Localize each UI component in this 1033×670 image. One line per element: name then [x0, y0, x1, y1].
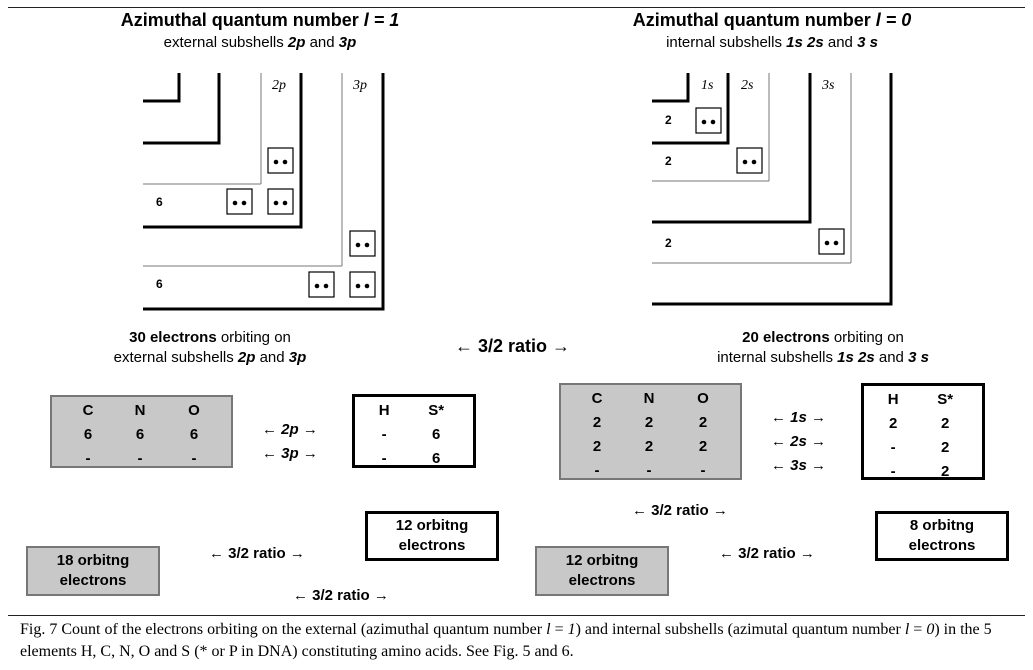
left-grey-table-box: [50, 395, 233, 468]
table-header: N: [643, 389, 655, 407]
right-subtitle: internal subshells 1s 2s and 3 s: [666, 34, 878, 51]
table-cell: 2: [644, 413, 654, 431]
figure-caption: Fig. 7 Count of the electrons orbiting on the external (azimuthal quantum number l = 1) and internal subshells (azimutal quantum number l = 0) in the 5 elements H, C, N, O and S (* or P in DNA) constituting amino acids. See Fig. 5 and 6.: [20, 621, 992, 660]
shell-label-1s: 1s: [701, 78, 714, 93]
shell-2s-boundary: [652, 73, 810, 222]
table-cell: -: [594, 461, 600, 479]
table-cell: 2: [698, 413, 708, 431]
ratio-left-lower: ← 3/2 ratio →: [293, 587, 389, 604]
table-cell: -: [700, 461, 706, 479]
left-white-table: [363, 398, 467, 470]
right-white-table: [872, 387, 976, 483]
left-white-table-box: [352, 394, 476, 468]
ratio-right-upper: ← 3/2 ratio →: [632, 502, 728, 519]
shell-label-3p: 3p: [353, 78, 367, 93]
orbital-box: [737, 148, 762, 173]
left-electron-summary: 30 electrons orbiting on external subshells 2p and 3p: [113, 329, 307, 366]
shell-label-3s: 3s: [822, 78, 835, 93]
left-shell-diagram: [0, 0, 1033, 330]
table-header: C: [591, 389, 603, 407]
table-cell: -: [646, 461, 652, 479]
orbital-box: [696, 108, 721, 133]
center-ratio: ← 3/2 ratio →: [455, 336, 571, 356]
row-count: 6: [156, 195, 163, 209]
shell-1s-boundary: [652, 73, 688, 101]
right-electron-summary: 20 electrons orbiting on internal subshells 1s 2s and 3 s: [717, 329, 929, 366]
table-cell: 6: [83, 425, 93, 443]
arrow-2s: ← 2s →: [771, 433, 827, 450]
table-header: O: [188, 401, 200, 419]
orbiting-electrons-8: 8 orbitng electrons: [875, 511, 1009, 561]
left-title: Azimuthal quantum number l = 1: [120, 10, 400, 30]
table-cell: -: [85, 449, 91, 467]
arrow-2p: ← 2p →: [262, 421, 318, 438]
table-header: S*: [428, 401, 445, 419]
orbiting-electrons-12-left: 12 orbitng electrons: [365, 511, 499, 561]
right-grey-table: [571, 386, 731, 482]
arrow-3s: ← 3s →: [771, 457, 827, 474]
table-cell: 2: [940, 462, 950, 480]
table-cell: 6: [431, 425, 441, 443]
table-cell: 2: [888, 414, 898, 432]
table-cell: -: [191, 449, 197, 467]
orbital-box: [227, 189, 252, 214]
orbital-box: [268, 148, 293, 173]
inner-shell-1: [143, 73, 179, 101]
row-count: 2: [665, 113, 672, 127]
shell-3p-boundary: [143, 73, 383, 309]
ratio-right-middle: ← 3/2 ratio →: [719, 545, 815, 562]
orbital-box: [819, 229, 844, 254]
table-cell: 6: [189, 425, 199, 443]
orbital-box: [350, 231, 375, 256]
orbiting-electrons-12-right: 12 orbitng electrons: [535, 546, 669, 596]
table-cell: -: [381, 425, 387, 443]
table-cell: -: [381, 449, 387, 467]
left-grey-table: [62, 398, 222, 470]
table-cell: 2: [592, 413, 602, 431]
table-cell: 6: [431, 449, 441, 467]
row-count: 2: [665, 154, 672, 168]
arrow-1s: ← 1s →: [771, 409, 827, 426]
table-cell: 6: [135, 425, 145, 443]
inner-shell-2: [143, 73, 219, 143]
shell-3s-boundary: [652, 73, 891, 304]
table-header: H: [378, 401, 390, 419]
orbital-box: [350, 272, 375, 297]
right-title: Azimuthal quantum number l = 0: [632, 10, 912, 30]
right-white-table-box: [861, 383, 985, 480]
orbital-box: [268, 189, 293, 214]
table-header: N: [134, 401, 146, 419]
table-cell: 2: [940, 438, 950, 456]
caption-rule: [8, 615, 1025, 616]
left-subtitle: external subshells 2p and 3p: [163, 34, 357, 51]
table-cell: -: [137, 449, 143, 467]
table-header: H: [887, 390, 899, 408]
table-cell: -: [890, 438, 896, 456]
table-header: C: [82, 401, 94, 419]
table-cell: -: [890, 462, 896, 480]
ratio-left-middle: ← 3/2 ratio →: [209, 545, 305, 562]
table-cell: 2: [644, 437, 654, 455]
arrow-3p: ← 3p →: [262, 445, 318, 462]
table-cell: 2: [698, 437, 708, 455]
row-count: 2: [665, 236, 672, 250]
shell-label-2s: 2s: [741, 78, 754, 93]
orbiting-electrons-18: 18 orbitng electrons: [26, 546, 160, 596]
table-cell: 2: [592, 437, 602, 455]
shell-label-2p: 2p: [272, 78, 286, 93]
right-grey-table-box: [559, 383, 742, 480]
row-count: 6: [156, 277, 163, 291]
table-header: O: [697, 389, 709, 407]
table-cell: 2: [940, 414, 950, 432]
table-header: S*: [937, 390, 954, 408]
orbital-box: [309, 272, 334, 297]
